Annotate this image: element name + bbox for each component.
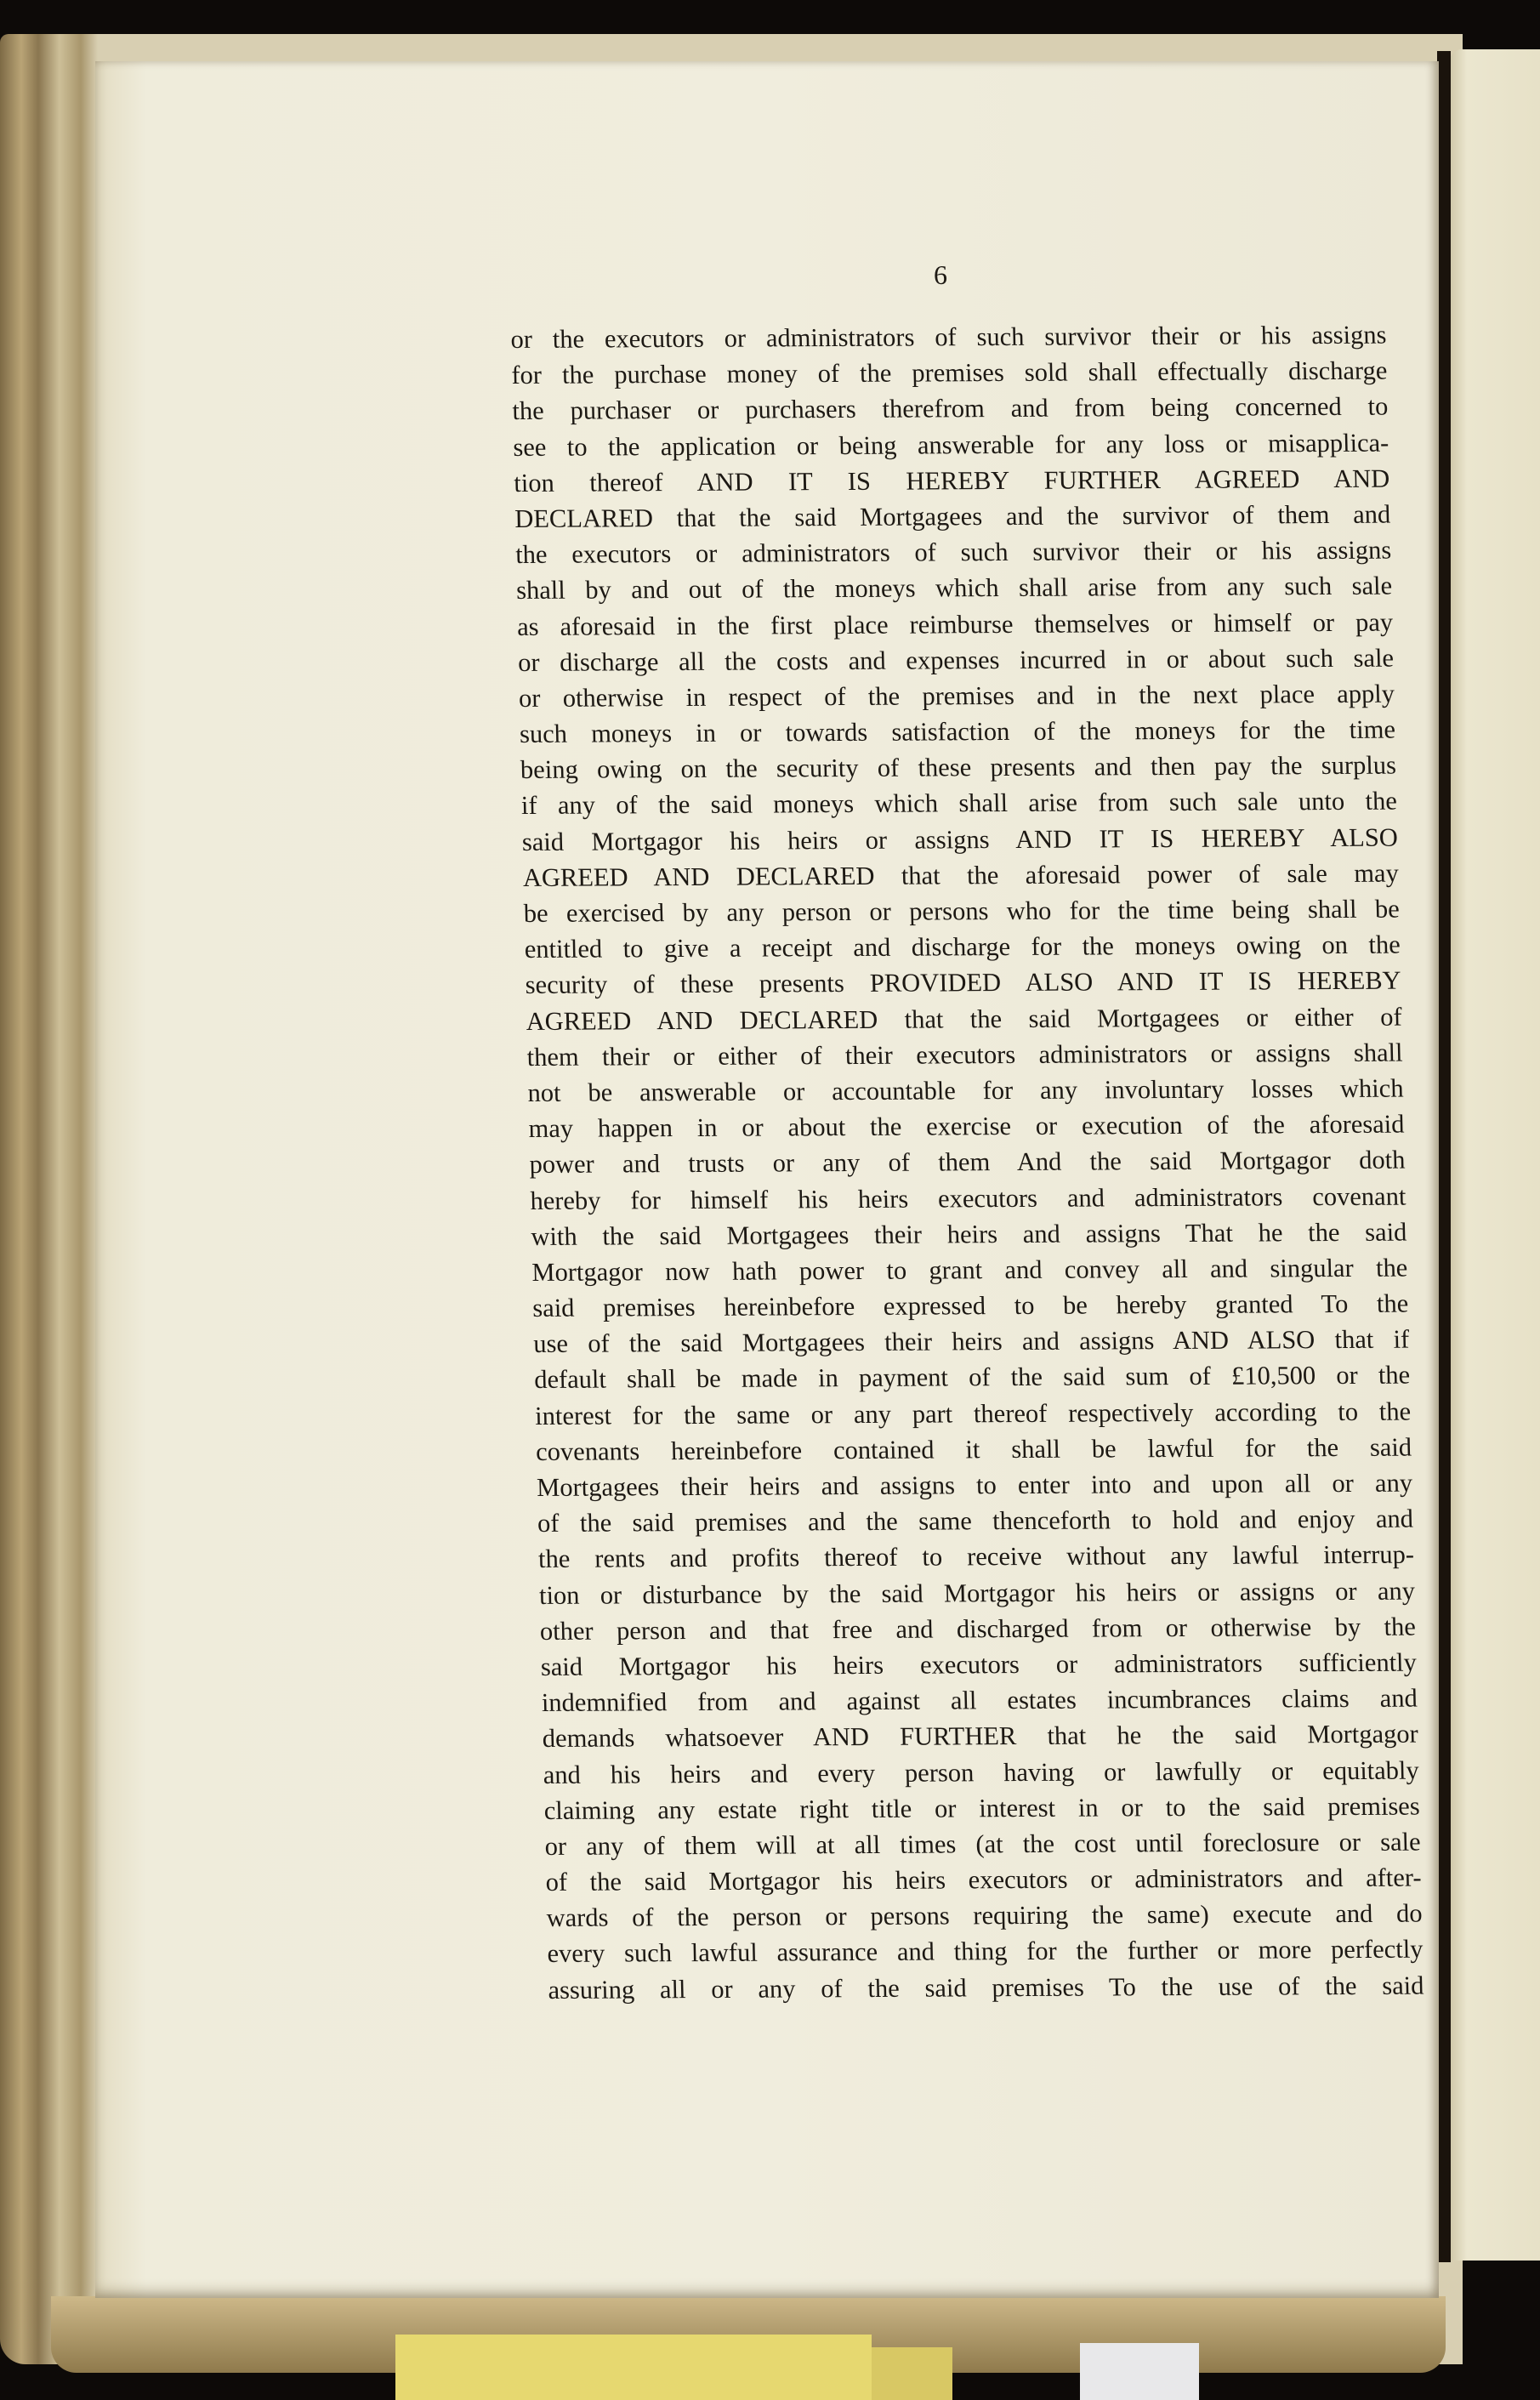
text-line: not be answerable or accountable for any involuntary losses which	[527, 1073, 1404, 1107]
text-line: use of the said Mortgagees their heirs and assigns AND ALSO that if	[532, 1324, 1410, 1359]
text-line: of the said Mortgagor his heirs executors or administrators and after-	[545, 1863, 1422, 1897]
text-line: claiming any estate right title or interest in or to the said premises	[543, 1791, 1421, 1825]
body-text	[510, 317, 1424, 2008]
text-line: AGREED AND DECLARED that the aforesaid power of sale may	[522, 858, 1400, 892]
text-line: of the said premises and the same thenceforth to hold and enjoy and	[537, 1504, 1414, 1538]
text-line: with the said Mortgagees their heirs and assigns That he the said	[531, 1217, 1407, 1251]
text-line: demands whatsoever AND FURTHER that he the said Mortgagor	[542, 1719, 1419, 1754]
text-line: hereby for himself his heirs executors and administrators covenant	[530, 1181, 1406, 1215]
text-line: see to the application or being answerable for any loss or misapplica-	[512, 428, 1389, 462]
text-line: the rents and profits thereof to receive without any lawful interrup-	[537, 1539, 1415, 1574]
page-gutter	[1437, 51, 1451, 2262]
text-line: AGREED AND DECLARED that the said Mortgagees or either of	[526, 1002, 1402, 1036]
text-line: such moneys in or towards satisfaction of the moneys for the time	[519, 714, 1396, 749]
text-line: tion thereof AND IT IS HEREBY FURTHER AGREED AND	[513, 464, 1390, 498]
text-line: the purchaser or purchasers therefrom and from being concerned to	[512, 391, 1389, 426]
white-tab	[1080, 2343, 1199, 2400]
text-line: DECLARED that the said Mortgagees and the survivor of them and	[514, 499, 1391, 533]
yellow-tab-small	[872, 2347, 952, 2400]
text-line: for the purchase money of the premises sold shall effectually discharge	[511, 355, 1388, 390]
text-line: security of these presents PROVIDED ALSO AND IT IS HEREBY	[525, 965, 1401, 1000]
text-line: shall by and out of the moneys which shall arise from any such sale	[515, 571, 1393, 606]
text-line: default shall be made in payment of the said sum of £10,500 or the	[533, 1361, 1411, 1395]
text-line: them their or either of their executors administrators or assigns shall	[526, 1038, 1403, 1072]
text-line: the executors or administrators of such survivor their or his assigns	[514, 535, 1392, 570]
text-line: being owing on the security of these presents and then pay the surplus	[520, 750, 1397, 785]
text-line: covenants hereinbefore contained it shall be lawful for the said	[535, 1432, 1412, 1466]
text-line: assuring all or any of the said premises To the use of the said	[548, 1971, 1424, 2005]
text-line: or the executors or administrators of such survivor their or his assigns	[510, 320, 1387, 354]
text-line: power and trusts or any of them And the said Mortgagor doth	[529, 1145, 1406, 1180]
text-line: wards of the person or persons requiring the same) execute and do	[546, 1898, 1423, 1933]
text-line: every such lawful assurance and thing for the further or more perfectly	[547, 1935, 1424, 1969]
text-line: may happen in or about the exercise or execution of the aforesaid	[528, 1109, 1405, 1144]
text-line: said premises hereinbefore expressed to be hereby granted To the	[531, 1288, 1409, 1323]
text-line: as aforesaid in the first place reimburse themselves or himself or pay	[516, 607, 1394, 641]
text-line: interest for the same or any part thereof respectively according to the	[534, 1396, 1412, 1430]
text-line: or discharge all the costs and expenses incurred in or about such sale	[517, 643, 1395, 677]
text-line: Mortgagor now hath power to grant and convey all and singular the	[531, 1253, 1408, 1287]
next-page-edge	[1450, 49, 1540, 2261]
text-line: or any of them will at all times (at the cost until foreclosure or sale	[544, 1827, 1421, 1861]
yellow-tab	[395, 2335, 872, 2400]
page-number: 6	[934, 259, 947, 290]
text-line: Mortgagees their heirs and assigns to enter into and upon all or any	[536, 1468, 1413, 1502]
text-line: and his heirs and every person having or lawfully or equitably	[543, 1755, 1420, 1789]
text-line: entitled to give a receipt and discharge for the moneys owing on the	[524, 930, 1401, 964]
text-line: if any of the said moneys which shall arise from such sale unto the	[520, 787, 1398, 821]
text-line: said Mortgagor his heirs executors or administrators sufficiently	[540, 1647, 1418, 1681]
text-line: indemnified from and against all estates incumbrances claims and	[541, 1683, 1418, 1718]
text-line: or otherwise in respect of the premises and in the next place apply	[518, 679, 1395, 713]
text-line: be exercised by any person or persons who for the time being shall be	[523, 894, 1401, 928]
text-line: other person and that free and discharged from or otherwise by the	[539, 1612, 1417, 1646]
text-line: said Mortgagor his heirs or assigns AND IT IS HEREBY ALSO	[521, 822, 1399, 856]
text-line: tion or disturbance by the said Mortgagor his heirs or assigns or any	[538, 1576, 1416, 1610]
